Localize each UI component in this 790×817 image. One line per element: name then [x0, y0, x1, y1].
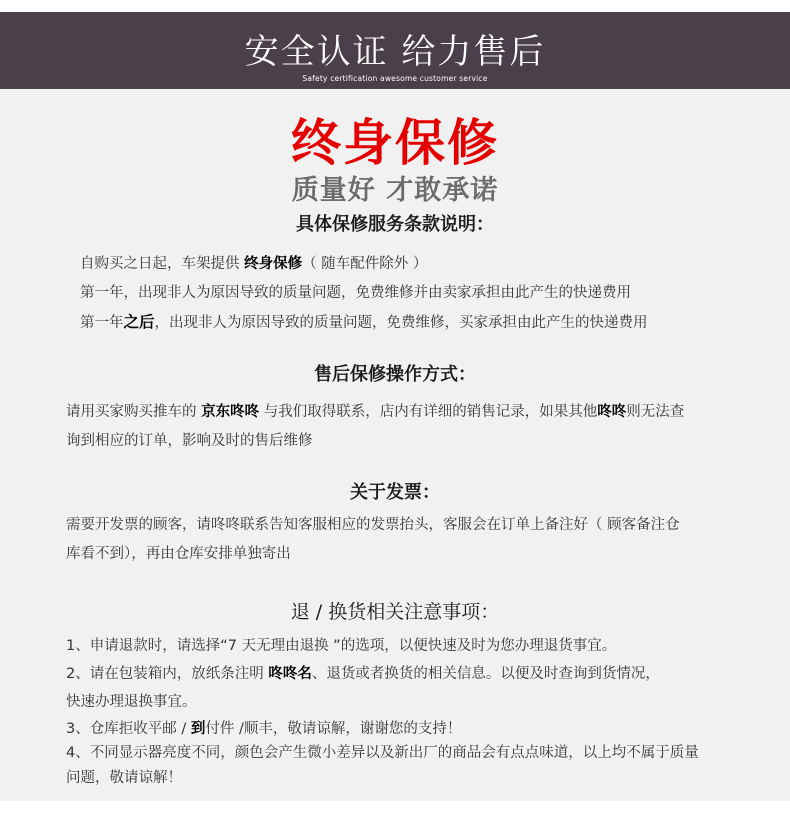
after-sales-line-2: 询到相应的订单，影响及时的售后维修: [66, 433, 313, 449]
dongdong-name-highlight: 咚咚名: [268, 666, 312, 682]
warranty-line-2: 第一年，出现非人为原因导致的质量问题，免费维修并由卖家承担由此产生的快递费用: [80, 285, 631, 301]
lifetime-warranty-title: 终身保修: [291, 114, 499, 172]
returns-item-1: 1、申请退款时，请选择“7 天无理由退换 ”的选项，以便快速及时为您办理退货事宜。: [66, 638, 617, 654]
warranty-line-1-text: 自购买之日起，车架提供: [80, 256, 245, 272]
warranty-line-3: [80, 310, 648, 332]
invoice-heading: 关于发票：: [350, 482, 440, 503]
header-subtitle: Safety certification awesome customer service: [302, 74, 488, 83]
warranty-line-3-text: ，出现非人为原因导致的质量问题，免费维修，买家承担由此产生的快递费用: [154, 315, 648, 331]
jd-dongdong-highlight: 京东咚咚: [201, 404, 260, 420]
after-sales-heading: 售后保修操作方式：: [314, 364, 476, 385]
invoice-line-1: 需要开发票的顾客，请咚咚联系告知客服相应的发票抬头，客服会在订单上备注好（ 顾客备注仓: [66, 517, 680, 533]
header-title: 安全认证 给力售后: [244, 32, 546, 72]
warranty-line-1: [80, 252, 427, 273]
cod-highlight: 到: [190, 721, 206, 737]
after-sales-line-1-middle: 与我们取得联系，店内有详细的销售记录，如果其他: [259, 404, 598, 420]
returns-item-2-text: 、退货或者换货的相关信息。以便及时查询到货情况，: [311, 666, 660, 682]
returns-item-2-prefix: 2、请在包装箱内，放纸条注明: [66, 666, 269, 682]
quality-slogan: 质量好 才敢承诺: [291, 175, 499, 206]
returns-item-4: 4、不同显示器亮度不同，颜色会产生微小差异以及新出厂的商品会有点点味道，以上均不属于质量: [66, 745, 699, 761]
after-sales-line-1-prefix: 请用买家购买推车的: [66, 404, 202, 420]
after-sales-line-1-suffix: 则无法查: [626, 404, 685, 420]
after-sales-line-1: [66, 400, 684, 421]
returns-item-3: [66, 717, 461, 738]
warranty-line-3-prefix: 第一年: [80, 315, 124, 331]
header-banner: [0, 12, 790, 89]
returns-item-4-continued: 问题，敬请谅解！: [66, 770, 182, 786]
warranty-terms-heading: 具体保修服务条款说明：: [296, 214, 494, 235]
returns-item-2: [66, 662, 660, 683]
returns-item-3-text: 付件 /顺丰，敬请谅解，谢谢您的支持！: [205, 721, 462, 737]
returns-item-2-continued: 快速办理退换事宜。: [66, 694, 197, 710]
lifetime-warranty-highlight: 终身保修: [244, 256, 303, 272]
warranty-line-1-note: （ 随车配件除外 ）: [302, 256, 428, 272]
invoice-line-2: 库看不到），再由仓库安排单独寄出: [66, 546, 291, 562]
returns-item-3-prefix: 3、仓库拒收平邮 /: [66, 721, 191, 737]
after-first-year-highlight: 之后: [123, 313, 155, 331]
dongdong-highlight: 咚咚: [597, 404, 627, 420]
returns-heading: 退 / 换货相关注意事项：: [290, 601, 500, 623]
